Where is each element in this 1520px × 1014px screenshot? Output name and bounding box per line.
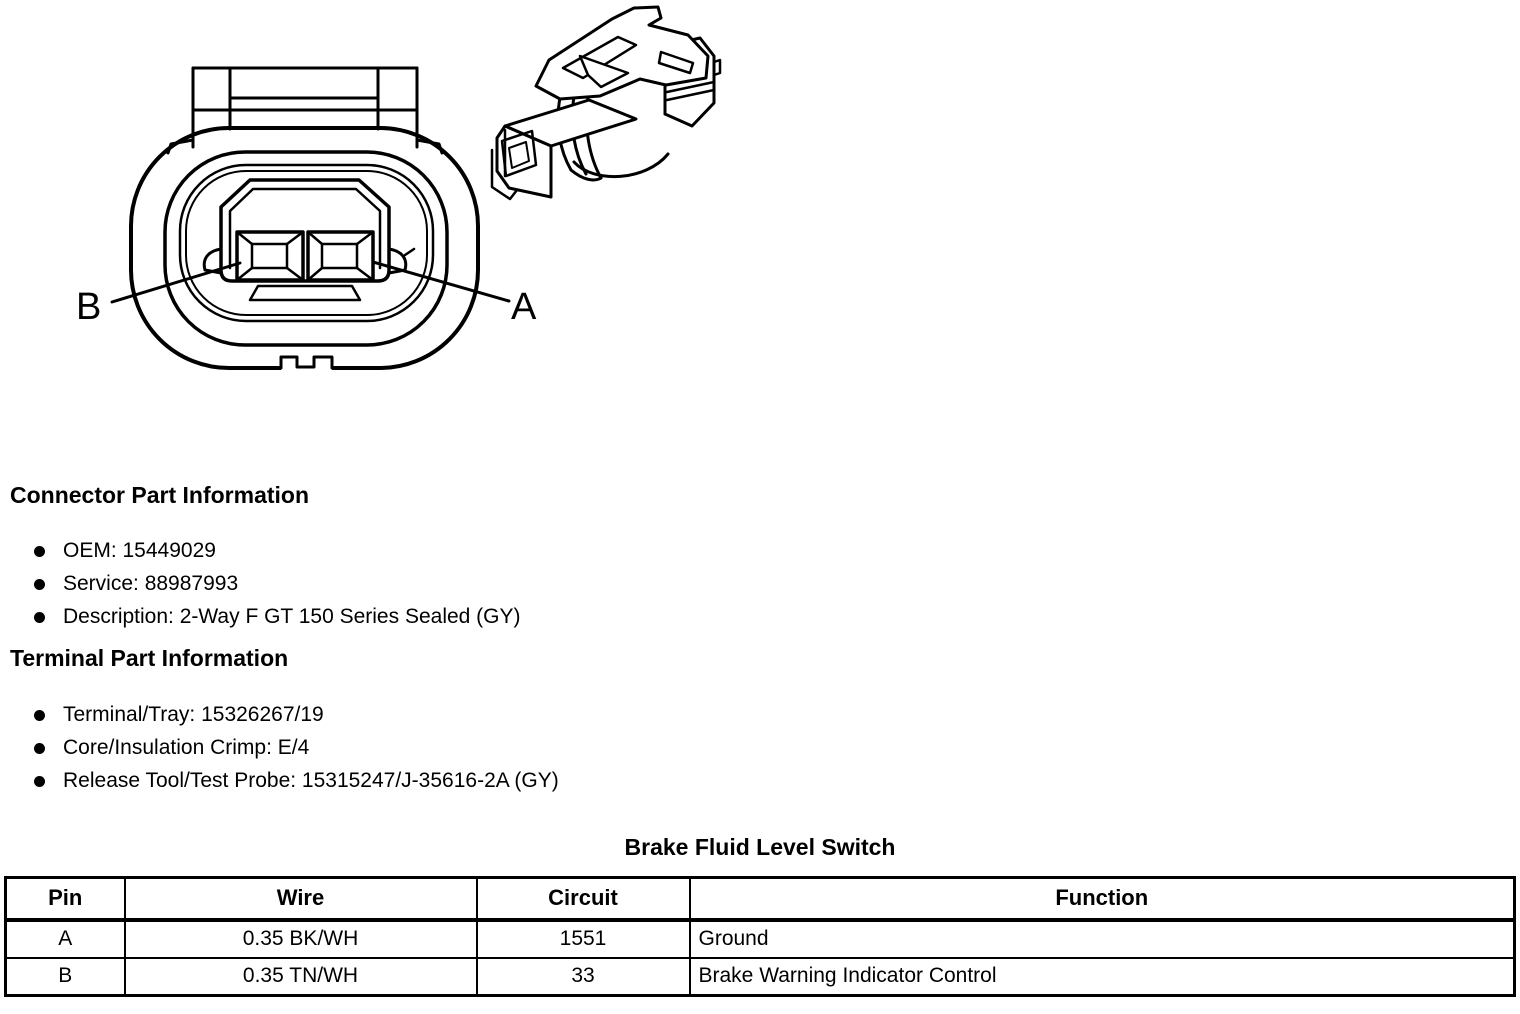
- table-row: [6, 920, 1515, 958]
- pin-a-terminal: [308, 232, 373, 280]
- front-plug: [492, 100, 636, 199]
- connector-side-view: [492, 7, 720, 199]
- cell-function: Ground: [690, 920, 1515, 958]
- connector-diagram: [0, 0, 1520, 470]
- bullet-icon: [34, 710, 45, 721]
- table-title: Brake Fluid Level Switch: [624, 834, 896, 860]
- cell-circuit: 33: [477, 958, 690, 996]
- cell-circuit: 1551: [477, 920, 690, 958]
- bullet-icon: [34, 546, 45, 557]
- bullet-icon: [34, 776, 45, 787]
- col-header-pin: Pin: [6, 878, 125, 920]
- pin-b-terminal: [237, 232, 303, 280]
- pin-a-label: A: [511, 286, 537, 328]
- connector-front-view: [112, 68, 509, 371]
- bullet-text: Release Tool/Test Probe: 15315247/J-35616-2A (GY): [63, 769, 559, 792]
- col-header-function: Function: [690, 878, 1515, 920]
- bullet-icon: [34, 743, 45, 754]
- col-header-wire: Wire: [125, 878, 477, 920]
- cell-wire: 0.35 BK/WH: [125, 920, 477, 958]
- pin-function-table: [4, 876, 1516, 997]
- bullet-text: Service: 88987993: [63, 572, 239, 595]
- cell-wire: 0.35 TN/WH: [125, 958, 477, 996]
- terminal-info-heading: Terminal Part Information: [10, 645, 289, 671]
- table-row: [6, 958, 1515, 996]
- index-tab: [193, 68, 417, 147]
- housing-shroud: [250, 286, 360, 300]
- bullet-icon: [34, 612, 45, 623]
- pin-b-label: B: [76, 286, 102, 328]
- table-header-row: [6, 878, 1515, 920]
- cell-function: Brake Warning Indicator Control: [690, 958, 1515, 996]
- col-header-circuit: Circuit: [477, 878, 690, 920]
- bullet-text: Core/Insulation Crimp: E/4: [63, 736, 310, 759]
- bullet-text: OEM: 15449029: [63, 539, 216, 562]
- cell-pin: B: [6, 958, 125, 996]
- bullet-text: Description: 2-Way F GT 150 Series Sealed (GY): [63, 605, 521, 628]
- bullet-text: Terminal/Tray: 15326267/19: [63, 703, 324, 726]
- cell-pin: A: [6, 920, 125, 958]
- connector-info-heading: Connector Part Information: [10, 482, 310, 508]
- bullet-icon: [34, 579, 45, 590]
